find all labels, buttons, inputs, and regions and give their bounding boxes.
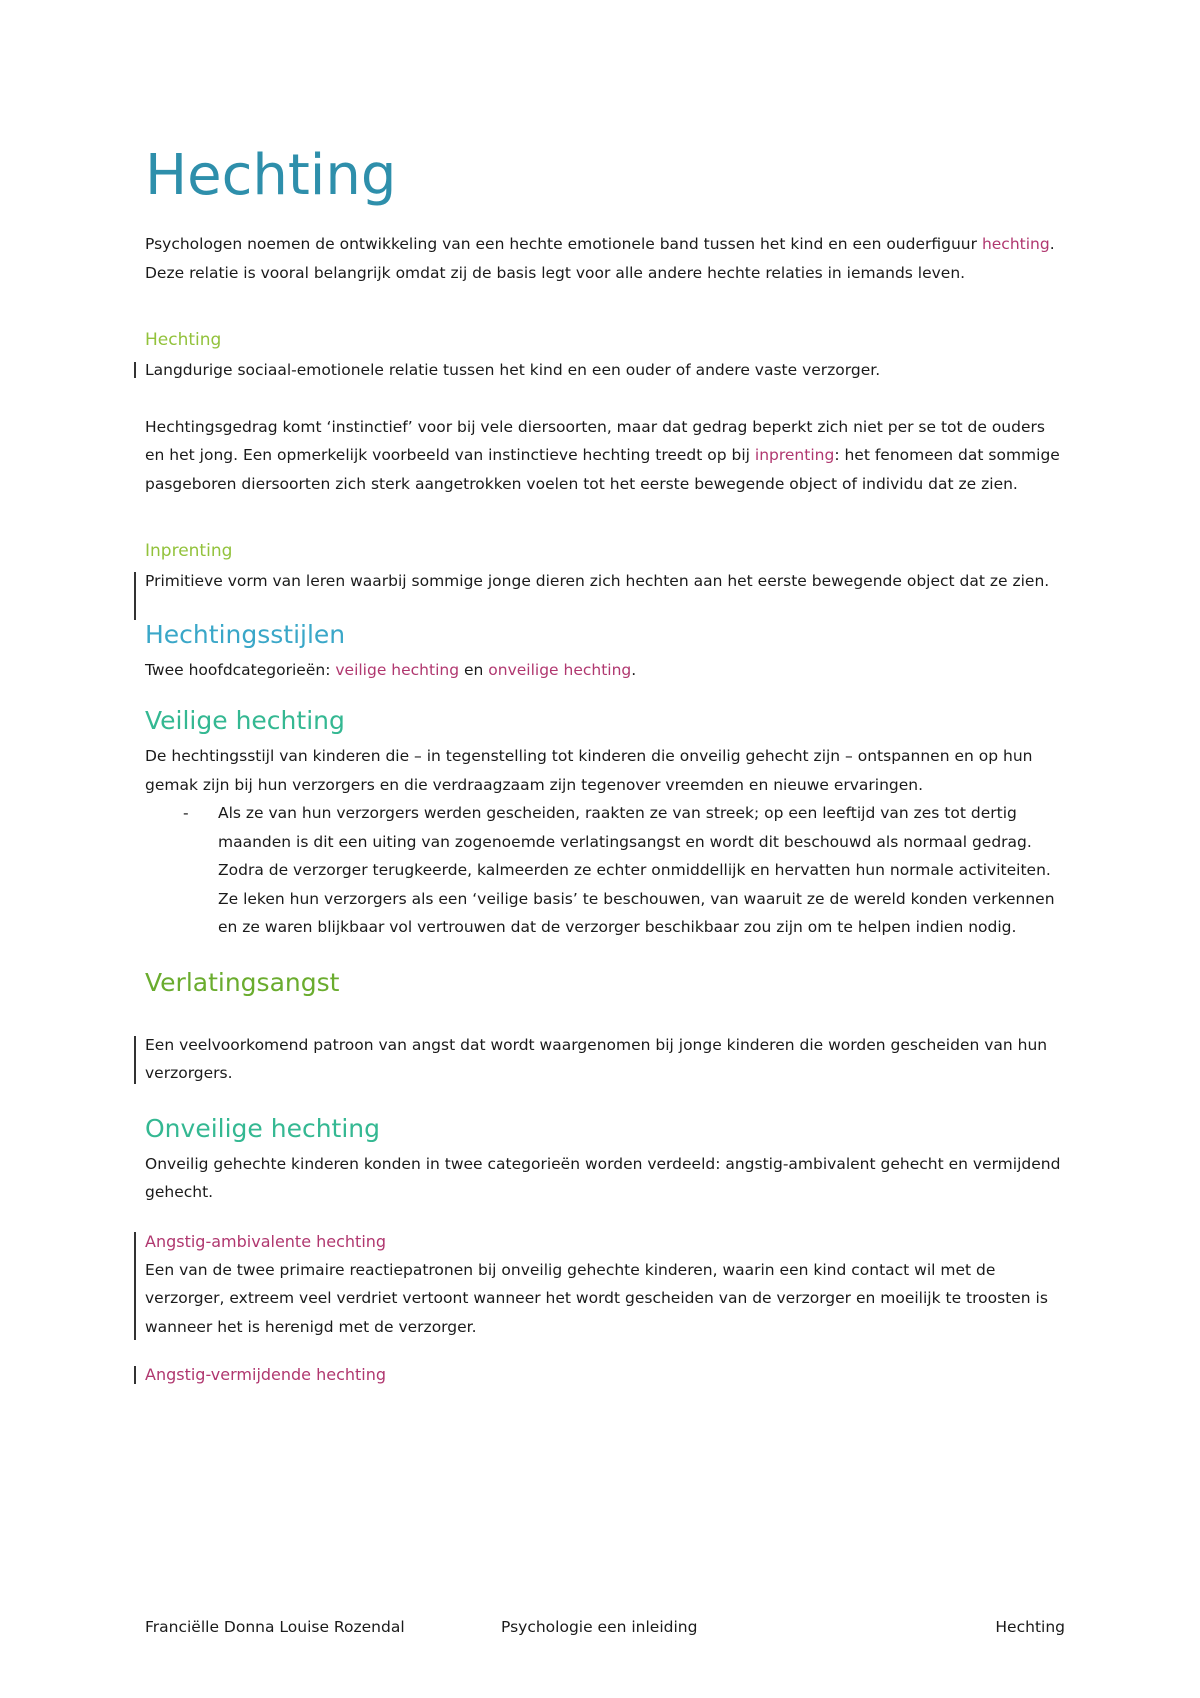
section-heading-verlatingsangst: Verlatingsangst — [145, 967, 340, 997]
section-heading-onveilige-hechting: Onveilige hechting — [145, 1113, 381, 1143]
para2-text-2: : het fenomeen dat sommige pasgeboren diersoorten zich sterk aangetrokken voelen tot het eerste bewegende object of individu dat ze zien. — [145, 446, 1060, 493]
definition-bar — [134, 362, 136, 378]
intro-text-2: . Deze relatie is vooral belangrijk omdat zij de basis legt voor alle andere hechte relaties in iemands leven. — [145, 235, 1055, 282]
document-body — [145, 138, 1065, 1387]
unsafe-paragraph: Onveilig gehechte kinderen konden in twee categorieën worden verdeeld: angstig-ambivalent gehecht en vermijdend gehecht. — [145, 1154, 1061, 1201]
definition-bar — [134, 572, 136, 620]
footer-author: Franciëlle Donna Louise Rozendal — [145, 1618, 405, 1636]
styles-text-3: . — [631, 660, 637, 679]
definition-text: Primitieve vorm van leren waarbij sommige jonge dieren zich hechten aan het eerste bewegende object dat ze zien. — [145, 572, 1050, 590]
term-heading: Inprenting — [145, 541, 233, 561]
definition-bar — [134, 1232, 136, 1340]
section-heading-hechtingsstijlen: Hechtingsstijlen — [145, 619, 346, 649]
list-item — [145, 799, 1065, 942]
page-title: Hechting — [145, 143, 397, 208]
keyword-hechting: hechting — [981, 235, 1050, 253]
term-hechting — [145, 328, 1065, 385]
safe-bullet-list — [145, 799, 1065, 942]
definition-text: Langdurige sociaal-emotionele relatie tussen het kind en een ouder of andere vaste verzorger. — [145, 361, 881, 379]
subsection-heading: Angstig-ambivalente hechting — [145, 1231, 387, 1251]
term-heading: Hechting — [145, 330, 222, 350]
subsection-angstig-ambivalent — [145, 1230, 1065, 1342]
definition-bar — [134, 1366, 136, 1384]
intro-text-1: Psychologen noemen de ontwikkeling van een hechte emotionele band tussen het kind en een ouderfiguur — [145, 235, 982, 253]
separation-definition — [145, 1031, 1065, 1088]
styles-paragraph — [145, 656, 1065, 685]
para2-text-1: Hechtingsgedrag komt ‘instinctief’ voor bij vele diersoorten, maar dat gedrag beperkt zich niet per se tot de ouders en het jong. Een opmerkelijk voorbeeld van instinctieve hechting treedt op bij — [145, 417, 1045, 464]
footer-topic: Hechting — [995, 1618, 1065, 1636]
term-inprenting — [145, 539, 1065, 596]
keyword-onveilige-hechting: onveilige hechting — [488, 660, 632, 679]
footer-course: Psychologie een inleiding — [501, 1618, 698, 1636]
instinct-paragraph — [145, 413, 1065, 499]
section-heading-veilige-hechting: Veilige hechting — [145, 706, 345, 735]
term-definition — [145, 356, 1065, 385]
subsection-angstig-vermijdend — [145, 1363, 1065, 1387]
intro-paragraph — [145, 230, 1065, 287]
term-definition — [145, 567, 1065, 596]
definition-bar — [134, 1036, 136, 1084]
subsection-text: Een van de twee primaire reactiepatronen bij onveilig gehechte kinderen, waarin een kind contact wil met de verzorger, extreem veel verdriet vertoont wanneer het wordt gescheiden van de verzorger en moeilijk te troosten is wanneer het is herenigd met de verzorger. — [145, 1260, 1048, 1336]
styles-text-1: Twee hoofdcategorieën: — [145, 660, 336, 679]
subsection-heading: Angstig-vermijdende hechting — [145, 1365, 387, 1384]
keyword-veilige-hechting: veilige hechting — [335, 660, 460, 679]
styles-text-2: en — [459, 660, 489, 679]
keyword-inprenting: inprenting — [754, 446, 835, 464]
safe-paragraph: De hechtingsstijl van kinderen die – in tegenstelling tot kinderen die onveilig gehecht zijn – ontspannen en op hun gemak zijn bij hun verzorgers en die verdraagzaam zijn tegenover vreemden en nieuwe ervaringen. — [145, 747, 1033, 794]
dash-bullet: - — [183, 804, 189, 822]
definition-text: Een veelvoorkomend patroon van angst dat wordt waargenomen bij jonge kinderen die worden gescheiden van hun verzorgers. — [145, 1035, 1048, 1082]
bullet-text: Als ze van hun verzorgers werden gescheiden, raakten ze van streek; op een leeftijd van zes tot dertig maanden is dit een uiting van zogenoemde verlatingsangst en wordt dit beschouwd als normaal gedrag. Zodra de verzorger terugkeerde, kalmeerden ze echter onmiddellijk en hervatten hun normale activiteiten. Ze leken hun verzorgers als een ‘veilige basis’ te beschouwen, van waaruit ze de wereld konden verkennen en ze waren blijkbaar vol vertrouwen dat de verzorger beschikbaar zou zijn om te helpen indien nodig. — [218, 804, 1055, 936]
